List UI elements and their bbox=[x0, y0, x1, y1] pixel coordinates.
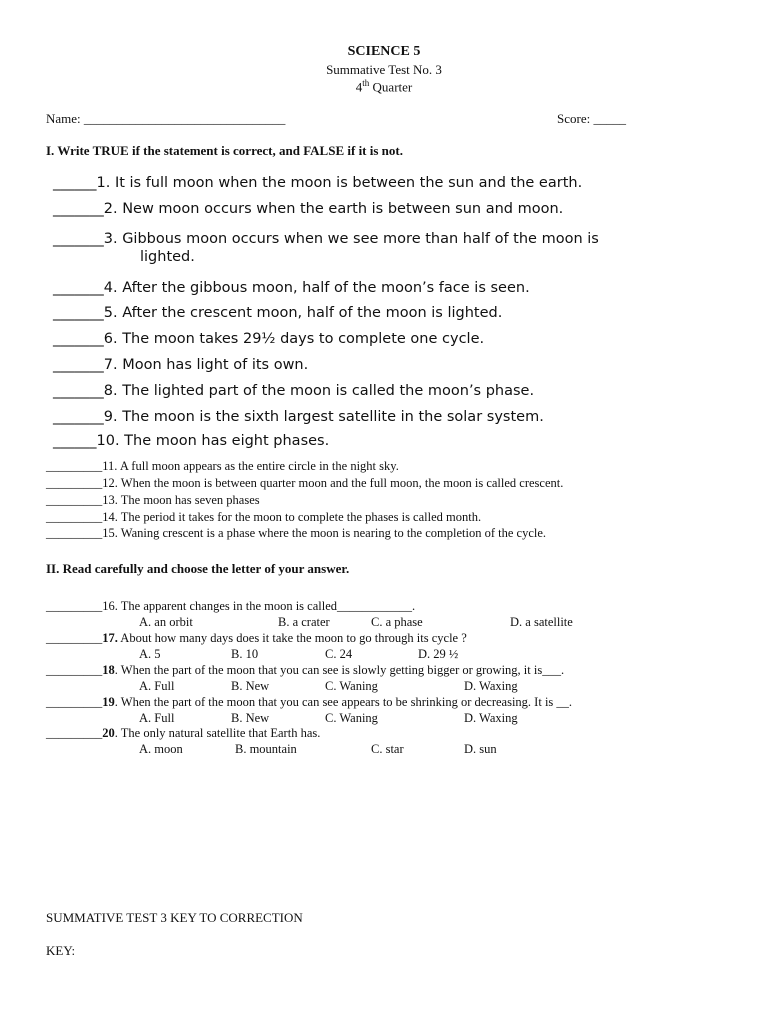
item-text: 13. The moon has seven phases bbox=[102, 493, 260, 507]
answer-blank: _________ bbox=[46, 726, 103, 740]
tf-item-2[interactable] bbox=[53, 201, 563, 217]
option-d: D. 29 ½ bbox=[418, 647, 459, 661]
answer-blank: _________ bbox=[46, 476, 103, 490]
answer-blank: _______ bbox=[53, 280, 104, 296]
question-text: . When the part of the moon that you can see appears to be shrinking or decreasing. It is __. bbox=[114, 695, 573, 709]
quarter-suffix: th bbox=[362, 78, 370, 88]
quarter-label bbox=[0, 78, 768, 95]
answer-blank: _______ bbox=[53, 383, 104, 399]
option-b: B. New bbox=[231, 679, 270, 693]
question-text: . The only natural satellite that Earth has. bbox=[114, 726, 321, 740]
score-line: _____ bbox=[593, 111, 626, 126]
tf-item-6[interactable] bbox=[53, 331, 484, 347]
option-b: B. a crater bbox=[278, 615, 330, 629]
question-number: 17. bbox=[102, 631, 118, 645]
name-line: _______________________________ bbox=[83, 111, 286, 126]
part2-instruction: II. Read carefully and choose the letter of your answer. bbox=[46, 561, 350, 576]
option-d: D. sun bbox=[464, 742, 497, 756]
option-d: D. a satellite bbox=[510, 615, 573, 629]
mc-question-16[interactable] bbox=[46, 599, 415, 614]
item-text: 11. A full moon appears as the entire circle in the night sky. bbox=[102, 459, 399, 473]
item-text: 14. The period it takes for the moon to complete the phases is called month. bbox=[102, 510, 482, 524]
answer-blank: _________ bbox=[46, 526, 103, 540]
mc-question-17[interactable] bbox=[46, 631, 467, 646]
tf-item-9[interactable] bbox=[53, 409, 544, 425]
option-a: A. Full bbox=[139, 711, 175, 725]
question-text: . When the part of the moon that you can see is slowly getting bigger or growing, it is___. bbox=[114, 663, 565, 677]
tf-item-3[interactable] bbox=[53, 231, 599, 247]
item-text: 4. After the gibbous moon, half of the moon’s face is seen. bbox=[103, 280, 530, 296]
question-number: 20 bbox=[102, 726, 115, 740]
part1-instruction: I. Write TRUE if the statement is correct, and FALSE if it is not. bbox=[46, 143, 403, 158]
answer-blank: _________ bbox=[46, 631, 103, 645]
tf-item-10[interactable] bbox=[53, 433, 329, 449]
answer-blank: _________ bbox=[46, 510, 103, 524]
option-a: A. an orbit bbox=[139, 615, 193, 629]
tf-item-13[interactable] bbox=[46, 493, 260, 508]
item-text: 15. Waning crescent is a phase where the moon is nearing to the completion of the cycle. bbox=[102, 526, 547, 540]
option-b: B. New bbox=[231, 711, 270, 725]
question-text: About how many days does it take the moon to go through its cycle ? bbox=[117, 631, 467, 645]
mc-question-18[interactable] bbox=[46, 663, 564, 678]
tf-item-12[interactable] bbox=[46, 476, 563, 491]
option-c: C. star bbox=[371, 742, 404, 756]
item-text: 6. The moon takes 29½ days to complete one cycle. bbox=[103, 331, 485, 347]
name-label: Name: bbox=[46, 111, 84, 126]
name-field[interactable] bbox=[46, 111, 285, 127]
answer-blank: _________ bbox=[46, 459, 103, 473]
score-field[interactable] bbox=[557, 111, 626, 127]
answer-blank: ______ bbox=[53, 433, 97, 449]
document-subtitle: Summative Test No. 3 bbox=[326, 62, 442, 77]
item-text: 10. The moon has eight phases. bbox=[96, 433, 330, 449]
option-a: A. 5 bbox=[139, 647, 161, 661]
question-number: 18 bbox=[102, 663, 115, 677]
item-text: 5. After the crescent moon, half of the moon is lighted. bbox=[103, 305, 503, 321]
mc-question-20[interactable] bbox=[46, 726, 320, 741]
tf-item-4[interactable] bbox=[53, 280, 530, 296]
answer-blank: ______ bbox=[53, 175, 97, 191]
tf-item-14[interactable] bbox=[46, 510, 481, 525]
answer-blank: _________ bbox=[46, 695, 103, 709]
tf-item-7[interactable] bbox=[53, 357, 308, 373]
answer-blank: _______ bbox=[53, 201, 104, 217]
answer-blank: _________ bbox=[46, 493, 103, 507]
answer-blank: _______ bbox=[53, 331, 104, 347]
tf-item-11[interactable] bbox=[46, 459, 399, 474]
document-title: SCIENCE 5 bbox=[347, 44, 421, 59]
option-b: B. 10 bbox=[231, 647, 259, 661]
option-d: D. Waxing bbox=[464, 679, 518, 693]
answer-blank: _________ bbox=[46, 599, 103, 613]
option-a: A. moon bbox=[139, 742, 183, 756]
item-text: 7. Moon has light of its own. bbox=[103, 357, 309, 373]
answer-blank: _______ bbox=[53, 409, 104, 425]
item-text: 12. When the moon is between quarter moon and the full moon, the moon is called crescent. bbox=[102, 476, 564, 490]
item-text: 9. The moon is the sixth largest satellite in the solar system. bbox=[103, 409, 544, 425]
option-c: C. a phase bbox=[371, 615, 423, 629]
mc-question-19[interactable] bbox=[46, 695, 572, 710]
quarter-word: Quarter bbox=[369, 79, 413, 95]
score-label: Score: bbox=[557, 111, 594, 126]
question-text: The apparent changes in the moon is called____________. bbox=[117, 599, 416, 613]
answer-key-title: SUMMATIVE TEST 3 KEY TO CORRECTION bbox=[46, 910, 303, 925]
option-d: D. Waxing bbox=[464, 711, 518, 725]
option-c: C. Waning bbox=[325, 679, 378, 693]
option-a: A. Full bbox=[139, 679, 175, 693]
answer-blank: _______ bbox=[53, 305, 104, 321]
tf-item-3-continuation: lighted. bbox=[140, 249, 195, 265]
tf-item-8[interactable] bbox=[53, 383, 534, 399]
answer-key-label: KEY: bbox=[46, 943, 76, 958]
item-text: 1. It is full moon when the moon is between the sun and the earth. bbox=[96, 175, 583, 191]
tf-item-1[interactable] bbox=[53, 175, 582, 191]
tf-item-15[interactable] bbox=[46, 526, 546, 541]
question-number: 19 bbox=[102, 695, 115, 709]
item-text: 3. Gibbous moon occurs when we see more than half of the moon is bbox=[103, 231, 599, 247]
answer-blank: _______ bbox=[53, 231, 104, 247]
quarter-number: 4 bbox=[355, 79, 363, 95]
item-text: 2. New moon occurs when the earth is between sun and moon. bbox=[103, 201, 564, 217]
option-c: C. Waning bbox=[325, 711, 378, 725]
option-c: C. 24 bbox=[325, 647, 353, 661]
answer-blank: _______ bbox=[53, 357, 104, 373]
option-b: B. mountain bbox=[235, 742, 297, 756]
item-text: 8. The lighted part of the moon is called the moon’s phase. bbox=[103, 383, 535, 399]
tf-item-5[interactable] bbox=[53, 305, 502, 321]
question-number: 16. bbox=[102, 599, 118, 613]
answer-blank: _________ bbox=[46, 663, 103, 677]
